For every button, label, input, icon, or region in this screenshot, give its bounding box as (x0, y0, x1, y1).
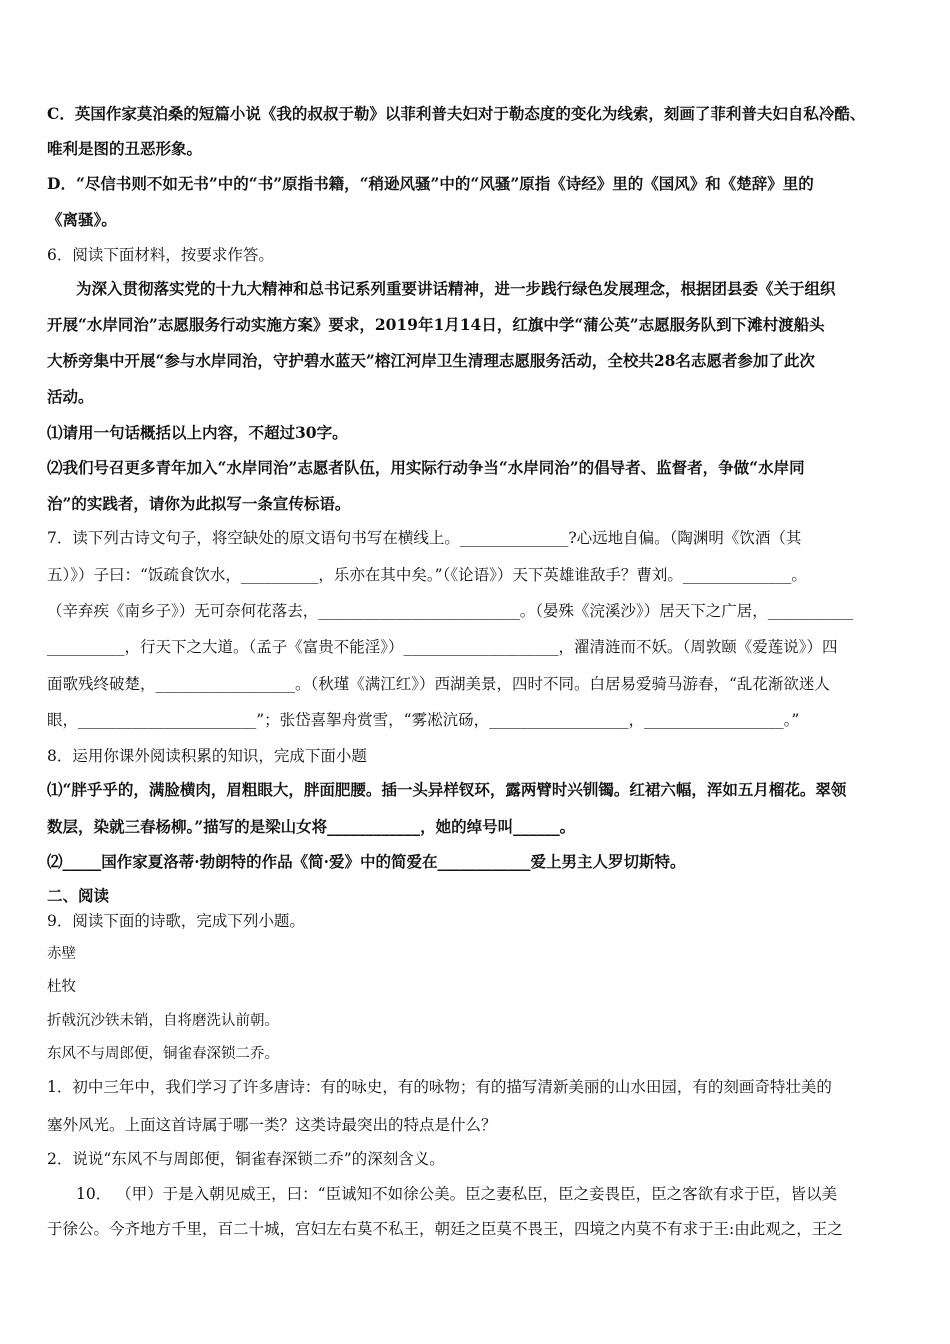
question-6-part-1: ⑴请用一句话概括以上内容，不超过30字。 (47, 423, 348, 442)
question-7-line-2: 五）》）子曰：“饭疏食饮水，__________，乐亦在其中矣。”（《论语》）天下英雄谁敌手？曹刘。______________。 (47, 566, 807, 584)
poem-title: 赤壁 (47, 946, 76, 962)
option-d-line-2: 《离骚》。 (47, 210, 117, 229)
question-6-part-2-line-1: ⑵我们号召更多青年加入“水岸同治”志愿者队伍，用实际行动争当“水岸同治”的倡导者、监督者，争做“水岸同 (47, 458, 805, 477)
question-7-line-3: （辛弃疾《南乡子》）无可奈何花落去，__________________________。（晏殊《浣溪沙》）居天下之广居，___________ (47, 602, 854, 620)
passage-6-line-3: 大桥旁集中开展“参与水岸同治，守护碧水蓝天”榕江河岸卫生清理志愿服务活动，全校共28名志愿者参加了此次 (47, 351, 815, 370)
poem-author: 杜牧 (47, 979, 76, 995)
question-10-line-2: 于徐公。今齐地方千里，百二十城，宫妇左右莫不私王，朝廷之臣莫不畏王，四境之内莫不有求于王:由此观之，王之 (47, 1220, 843, 1238)
question-8-part-1-line-1: ⑴“胖乎乎的，满脸横肉，眉粗眼大，胖面肥腰。插一头异样钗环，露两臂时兴钏镯。红裙六幅，浑如五月榴花。翠领 (47, 780, 847, 799)
question-9-1-line-1: 1．初中三年中，我们学习了许多唐诗：有的咏史，有的咏物；有的描写清新美丽的山水田园，有的刻画奇特壮美的 (47, 1078, 832, 1096)
question-7-line-1: 7．读下列古诗文句子，将空缺处的原文语句书写在横线上。______________?心远地自偏。（陶渊明《饮酒（其 (47, 529, 802, 547)
question-6-part-2-line-2: 治”的实践者，请你为此拟写一条宣传标语。 (47, 494, 351, 513)
section-2-heading: 二、阅读 (47, 886, 110, 905)
poem-line-2: 东风不与周郎便，铜雀春深锁二乔。 (47, 1046, 279, 1062)
passage-6-line-4: 活动。 (47, 387, 94, 406)
question-9-1-line-2: 塞外风光。上面这首诗属于哪一类？这类诗最突出的特点是什么？ (47, 1116, 497, 1134)
question-7-line-6: 眼，_______________________”；张岱喜挐舟赏雪，“雾凇沆砀，__________________，__________________。” (47, 711, 800, 729)
option-c-line-2: 唯利是图的丑恶形象。 (47, 139, 203, 158)
question-9-prompt: 9．阅读下面的诗歌，完成下列小题。 (47, 912, 305, 930)
question-8-part-2: ⑵_____国作家夏洛蒂·勃朗特的作品《简·爱》中的简爱在____________爱上男主人罗切斯特。 (47, 852, 686, 871)
option-c-line-1: C．英国作家莫泊桑的短篇小说《我的叔叔于勒》以菲利普夫妇对于勒态度的变化为线索，刻画了菲利普夫妇自私冷酷、 (47, 104, 866, 123)
question-7-line-4: __________，行天下之大道。（孟子《富贵不能淫》）____________________，濯清涟而不妖。（周敦颐《爱莲说》）四 (47, 638, 838, 656)
question-9-2: 2．说说“东风不与周郎便，铜雀春深锁二乔”的深刻含义。 (47, 1150, 445, 1168)
poem-line-1: 折戟沉沙铁未销，自将磨洗认前朝。 (47, 1013, 279, 1029)
option-d-line-1: D．“尽信书则不如无书”中的“书”原指书籍，“稍逊风骚”中的“风骚”原指《诗经》里的《国风》和《楚辞》里的 (47, 174, 814, 193)
question-8-part-1-line-2: 数层，染就三春杨柳。”描写的是梁山女将____________，她的绰号叫______。 (47, 817, 576, 836)
passage-6-line-1: 为深入贯彻落实党的十九大精神和总书记系列重要讲话精神，进一步践行绿色发展理念，根据团县委《关于组织 (76, 279, 836, 298)
question-10-line-1: 10． （甲）于是入朝见威王，曰：“臣诚知不如徐公美。臣之妻私臣，臣之妾畏臣，臣之客欲有求于臣，皆以美 (76, 1185, 838, 1203)
question-7-line-5: 面歌残终破楚，__________________。（秋瑾《满江红》）西湖美景，四时不同。白居易爱骑马游春，“乱花渐欲迷人 (47, 675, 830, 693)
passage-6-line-2: 开展“水岸同治”志愿服务行动实施方案》要求，2019年1月14日，红旗中学“蒲公英”志愿服务队到下滩村渡船头 (47, 315, 825, 334)
question-8-prompt: 8．运用你课外阅读积累的知识，完成下面小题 (47, 747, 367, 765)
question-6-prompt: 6．阅读下面材料，按要求作答。 (47, 246, 274, 264)
